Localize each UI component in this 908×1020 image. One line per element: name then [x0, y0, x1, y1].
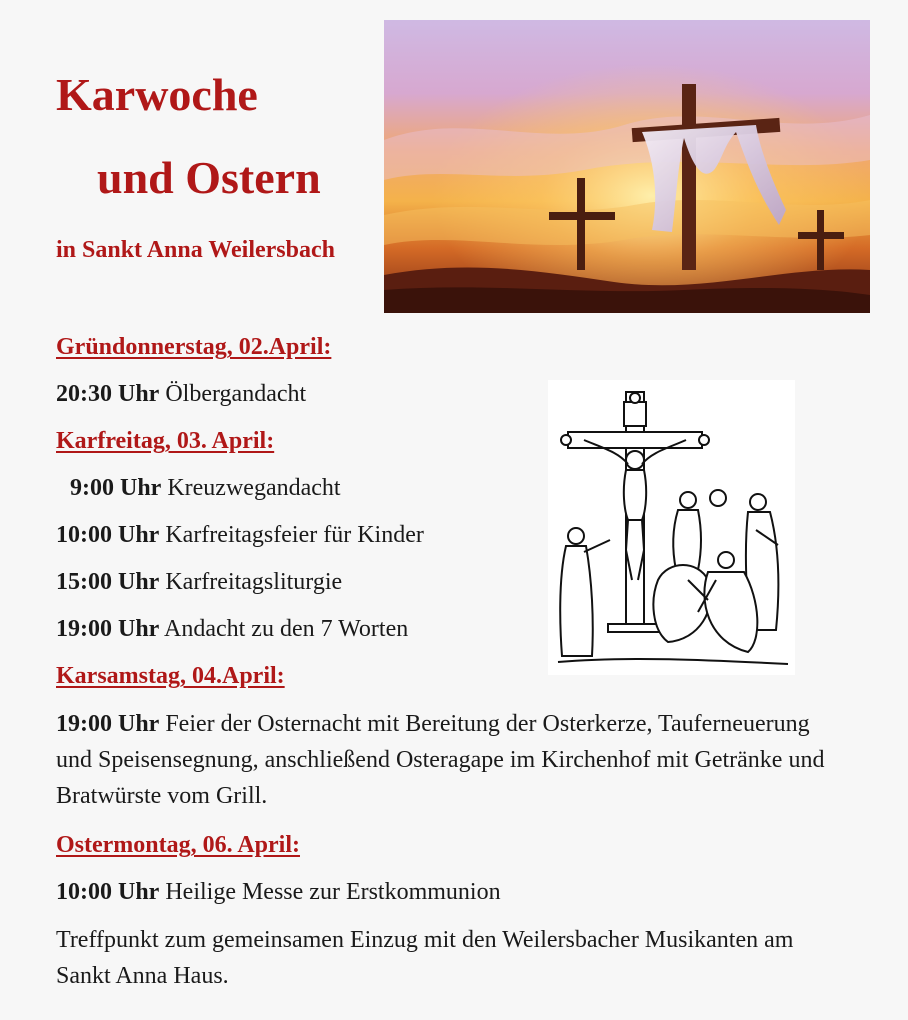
- entry-text: Andacht zu den 7 Worten: [159, 616, 409, 642]
- entry-text: Feier der Osternacht mit Bereitung der Osterkerze, Tauferneuerung und Speisensegnung, anschließend Osteragape im Kirchenhof mit Getränke und Bratwürste vom Grill.: [56, 711, 825, 809]
- day-heading-karfreitag: Karfreitag, 03. April:: [56, 428, 275, 454]
- meeting-point-note: Treffpunkt zum gemeinsamen Einzug mit den Weilersbacher Musikanten am Sankt Anna Haus.: [56, 927, 794, 989]
- schedule-entry: [56, 612, 836, 659]
- subtitle: in Sankt Anna Weilersbach: [56, 237, 335, 263]
- entry-time: 10:00 Uhr: [56, 879, 160, 905]
- day-heading-gruendonnerstag: Gründonnerstag, 02.April:: [56, 334, 332, 360]
- entry-text: Kreuzwegandacht: [161, 475, 341, 501]
- schedule: [56, 330, 836, 994]
- schedule-entry: [56, 518, 836, 565]
- entry-time: 15:00 Uhr: [56, 569, 160, 595]
- entry-time: 9:00 Uhr: [70, 475, 162, 501]
- schedule-entry: [56, 706, 836, 814]
- title-line-1: Karwoche: [56, 69, 258, 120]
- entry-time: 19:00 Uhr: [56, 616, 160, 642]
- day-heading-karsamstag: Karsamstag, 04.April:: [56, 663, 285, 689]
- entry-text: Heilige Messe zur Erstkommunion: [159, 879, 501, 905]
- schedule-entry: [56, 471, 836, 518]
- schedule-entry: [56, 377, 836, 424]
- title-line-2: und Ostern: [97, 152, 321, 203]
- schedule-entry: [56, 875, 836, 922]
- entry-time: 19:00 Uhr: [56, 711, 160, 737]
- entry-time: 20:30 Uhr: [56, 381, 160, 407]
- entry-text: Karfreitagsliturgie: [159, 569, 343, 595]
- entry-time: 10:00 Uhr: [56, 522, 160, 548]
- three-crosses-sunset-image: [384, 20, 870, 313]
- schedule-entry: [56, 565, 836, 612]
- entry-text: Karfreitagsfeier für Kinder: [159, 522, 424, 548]
- entry-text: Ölbergandacht: [159, 381, 307, 407]
- day-heading-ostermontag: Ostermontag, 06. April:: [56, 832, 300, 858]
